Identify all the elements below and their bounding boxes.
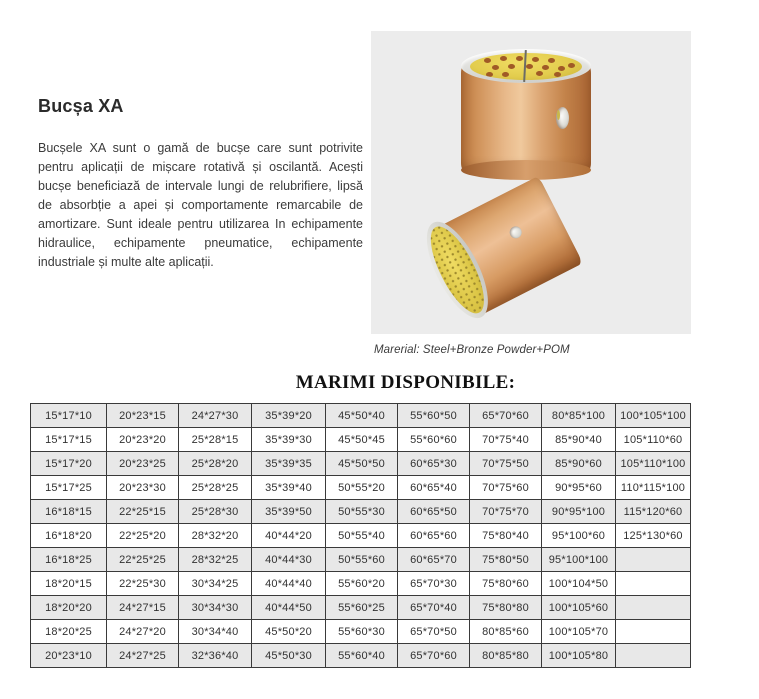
available-sizes-table <box>30 403 690 668</box>
size-cell: 50*55*20 <box>326 476 398 500</box>
size-cell: 75*80*50 <box>470 548 542 572</box>
size-cell: 50*55*40 <box>326 524 398 548</box>
size-cell: 65*70*60 <box>470 404 542 428</box>
table-row <box>31 404 691 428</box>
size-cell: 95*100*100 <box>542 548 616 572</box>
size-cell: 22*25*25 <box>107 548 179 572</box>
size-cell: 60*65*40 <box>398 476 470 500</box>
size-cell: 45*50*30 <box>252 644 326 668</box>
size-cell: 30*34*25 <box>179 572 252 596</box>
size-cell-empty <box>616 620 691 644</box>
size-cell: 22*25*30 <box>107 572 179 596</box>
size-cell: 16*18*20 <box>31 524 107 548</box>
sizes-section-heading: MARIMI DISPONIBILE: <box>295 372 516 393</box>
size-cell: 60*65*30 <box>398 452 470 476</box>
size-cell: 125*130*60 <box>616 524 691 548</box>
size-cell: 20*23*25 <box>107 452 179 476</box>
table-row <box>31 644 691 668</box>
size-cell: 60*65*50 <box>398 500 470 524</box>
size-cell: 100*104*50 <box>542 572 616 596</box>
size-cell: 40*44*50 <box>252 596 326 620</box>
table-row <box>31 548 691 572</box>
size-cell: 35*39*30 <box>252 428 326 452</box>
size-cell: 32*36*40 <box>179 644 252 668</box>
product-description-column <box>38 96 363 272</box>
size-cell: 15*17*20 <box>31 452 107 476</box>
size-cell: 55*60*20 <box>326 572 398 596</box>
size-cell: 20*23*20 <box>107 428 179 452</box>
table-row <box>31 620 691 644</box>
size-cell: 18*20*25 <box>31 620 107 644</box>
size-cell: 18*20*15 <box>31 572 107 596</box>
table-row <box>31 596 691 620</box>
page-title: Bucșa XA <box>38 96 124 116</box>
table-row <box>31 500 691 524</box>
size-cell-empty <box>616 548 691 572</box>
size-cell: 55*60*40 <box>326 644 398 668</box>
size-cell: 30*34*30 <box>179 596 252 620</box>
size-cell: 20*23*15 <box>107 404 179 428</box>
size-cell: 65*70*50 <box>398 620 470 644</box>
size-cell: 22*25*15 <box>107 500 179 524</box>
size-cell: 24*27*25 <box>107 644 179 668</box>
size-cell: 60*65*60 <box>398 524 470 548</box>
size-cell: 80*85*60 <box>470 620 542 644</box>
size-cell: 16*18*15 <box>31 500 107 524</box>
size-cell: 85*90*60 <box>542 452 616 476</box>
size-cell-empty <box>616 644 691 668</box>
size-cell: 100*105*70 <box>542 620 616 644</box>
size-cell: 15*17*10 <box>31 404 107 428</box>
table-row <box>31 428 691 452</box>
size-cell: 24*27*20 <box>107 620 179 644</box>
size-cell: 85*90*40 <box>542 428 616 452</box>
size-cell: 15*17*15 <box>31 428 107 452</box>
size-cell: 45*50*40 <box>326 404 398 428</box>
size-cell-empty <box>616 572 691 596</box>
size-cell: 25*28*25 <box>179 476 252 500</box>
size-cell: 60*65*70 <box>398 548 470 572</box>
size-cell: 22*25*20 <box>107 524 179 548</box>
size-cell: 55*60*30 <box>326 620 398 644</box>
size-cell: 25*28*30 <box>179 500 252 524</box>
size-cell: 55*60*25 <box>326 596 398 620</box>
size-cell: 65*70*30 <box>398 572 470 596</box>
size-cell: 30*34*40 <box>179 620 252 644</box>
size-cell: 100*105*60 <box>542 596 616 620</box>
size-cell: 24*27*30 <box>179 404 252 428</box>
size-cell: 70*75*50 <box>470 452 542 476</box>
image-caption: Marerial: Steel+Bronze Powder+POM <box>374 344 570 356</box>
size-cell: 100*105*80 <box>542 644 616 668</box>
size-cell: 110*115*100 <box>616 476 691 500</box>
table-row <box>31 572 691 596</box>
size-cell: 70*75*40 <box>470 428 542 452</box>
size-cell: 35*39*20 <box>252 404 326 428</box>
size-cell: 28*32*25 <box>179 548 252 572</box>
size-cell: 25*28*20 <box>179 452 252 476</box>
size-cell: 75*80*40 <box>470 524 542 548</box>
size-cell: 80*85*100 <box>542 404 616 428</box>
size-cell: 90*95*100 <box>542 500 616 524</box>
size-cell: 15*17*25 <box>31 476 107 500</box>
size-cell-empty <box>616 596 691 620</box>
table-row <box>31 524 691 548</box>
size-cell: 16*18*25 <box>31 548 107 572</box>
table-row <box>31 476 691 500</box>
size-cell: 70*75*70 <box>470 500 542 524</box>
size-cell: 55*60*50 <box>398 404 470 428</box>
size-cell: 35*39*40 <box>252 476 326 500</box>
table-row <box>31 452 691 476</box>
product-description-text: Bucșele XA sunt o gamă de bucșe care sunt potrivite pentru aplicații de mișcare rotativă și oscilantă. Acești bucșe beneficiază de intervale lungi de relubrifiere, lipsă de absorbție a apei și comportamente remarcabile de amortizare. Sunt ideale pentru utilizarea In echipamente hidraulice, echipamente pneumatice, echipamente industriale și multe alte aplicații. <box>38 141 363 269</box>
size-cell: 18*20*20 <box>31 596 107 620</box>
product-image <box>371 31 691 334</box>
size-cell: 25*28*15 <box>179 428 252 452</box>
size-cell: 45*50*50 <box>326 452 398 476</box>
size-cell: 65*70*40 <box>398 596 470 620</box>
size-cell: 35*39*35 <box>252 452 326 476</box>
size-cell: 90*95*60 <box>542 476 616 500</box>
size-cell: 40*44*20 <box>252 524 326 548</box>
size-cell: 20*23*10 <box>31 644 107 668</box>
size-cell: 40*44*30 <box>252 548 326 572</box>
size-cell: 105*110*100 <box>616 452 691 476</box>
size-cell: 95*100*60 <box>542 524 616 548</box>
size-cell: 65*70*60 <box>398 644 470 668</box>
size-cell: 20*23*30 <box>107 476 179 500</box>
size-cell: 100*105*100 <box>616 404 691 428</box>
size-cell: 40*44*40 <box>252 572 326 596</box>
size-cell: 115*120*60 <box>616 500 691 524</box>
size-cell: 45*50*45 <box>326 428 398 452</box>
size-cell: 105*110*60 <box>616 428 691 452</box>
bushing-tilted-illustration <box>403 154 609 334</box>
size-cell: 45*50*20 <box>252 620 326 644</box>
size-cell: 50*55*60 <box>326 548 398 572</box>
size-cell: 70*75*60 <box>470 476 542 500</box>
size-cell: 28*32*20 <box>179 524 252 548</box>
size-cell: 24*27*15 <box>107 596 179 620</box>
size-cell: 55*60*60 <box>398 428 470 452</box>
size-cell: 75*80*80 <box>470 596 542 620</box>
size-cell: 80*85*80 <box>470 644 542 668</box>
size-cell: 75*80*60 <box>470 572 542 596</box>
bushing-split-upright-illustration <box>461 49 591 177</box>
size-cell: 35*39*50 <box>252 500 326 524</box>
bushing-oil-hole <box>556 107 569 129</box>
size-cell: 50*55*30 <box>326 500 398 524</box>
